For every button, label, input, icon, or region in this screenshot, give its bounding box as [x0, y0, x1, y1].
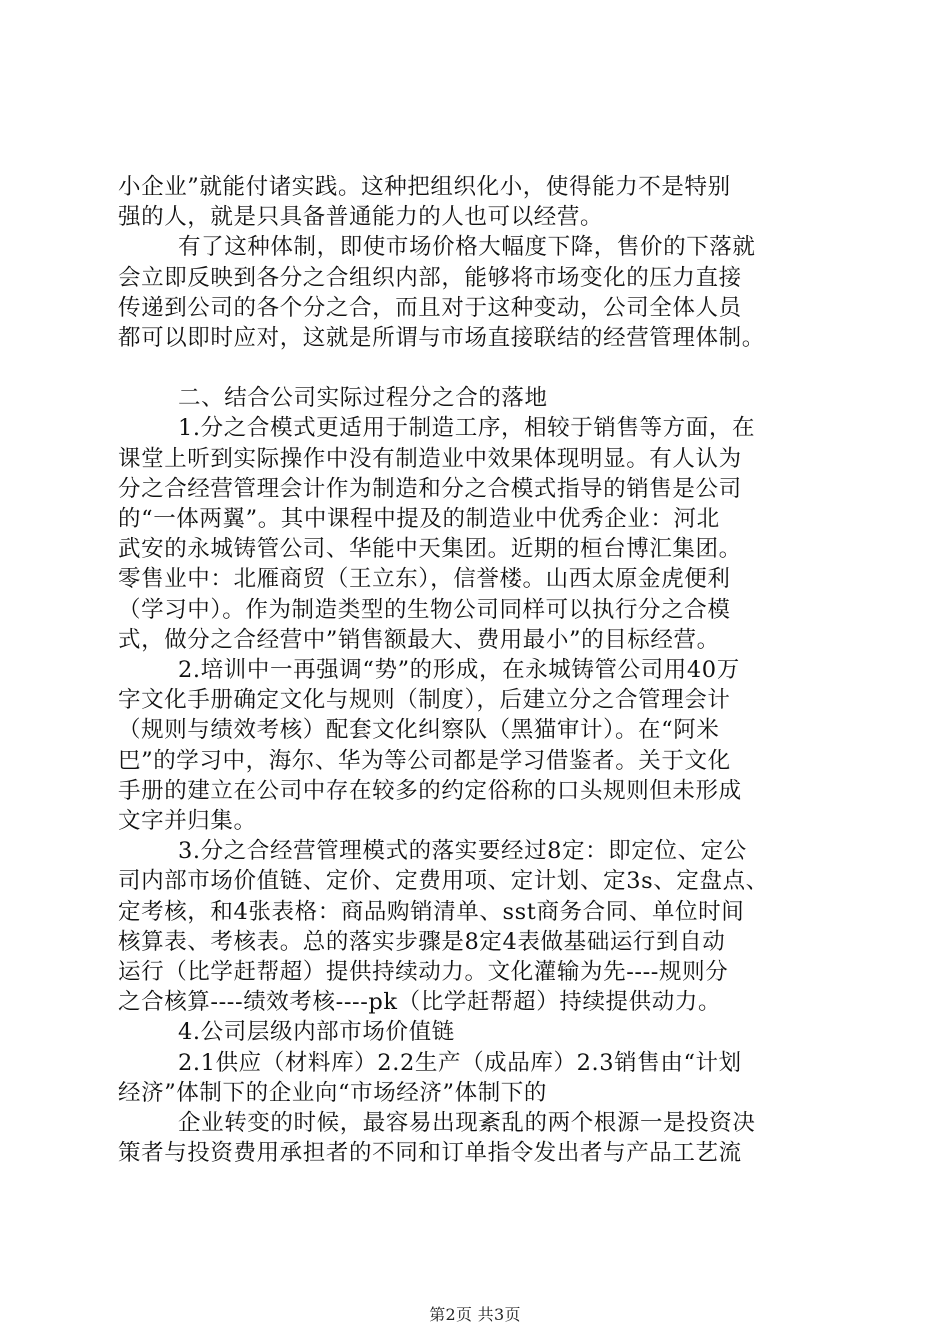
text-line: 运行（比学赶帮超）提供持续动力。文化灌输为先----规则分 — [118, 959, 729, 986]
text-line: 企业转变的时候，最容易出现紊乱的两个根源一是投资决 — [178, 1110, 756, 1137]
text-line: 都可以即时应对，这就是所谓与市场直接联结的经营管理体制。 — [118, 325, 765, 352]
text-line: 式，做分之合经营中”销售额最大、费用最小”的目标经营。 — [118, 626, 720, 653]
text-line: 4.公司层级内部市场价值链 — [178, 1019, 455, 1046]
text-line: 手册的建立在公司中存在较多的约定俗称的口头规则但未形成 — [118, 777, 742, 804]
text-line: 文字并归集。 — [118, 808, 257, 835]
text-line: 2.1供应（材料库）2.2生产（成品库）2.3销售由“计划 — [178, 1049, 742, 1076]
text-line: 定考核，和4张表格：商品购销清单、sst商务合同、单位时间 — [118, 898, 745, 925]
text-line: 3.分之合经营管理模式的落实要经过8定：即定位、定公 — [178, 838, 747, 865]
text-line: 的“一体两翼”。其中课程中提及的制造业中优秀企业：河北 — [118, 506, 720, 533]
text-line: 分之合经营管理会计作为制造和分之合模式指导的销售是公司 — [118, 475, 742, 502]
text-line: 字文化手册确定文化与规则（制度），后建立分之合管理会计 — [118, 687, 731, 714]
text-line: 司内部市场价值链、定价、定费用项、定计划、定3s、定盘点、 — [118, 868, 769, 895]
text-line: 小企业”就能付诸实践。这种把组织化小，使得能力不是特别 — [118, 174, 731, 200]
text-line: 有了这种体制，即使市场价格大幅度下降，售价的下落就 — [178, 234, 756, 261]
paragraph-gap — [118, 353, 848, 383]
text-line: （学习中）。作为制造类型的生物公司同样可以执行分之合模 — [118, 596, 731, 623]
text-line: 策者与投资费用承担者的不同和订单指令发出者与产品工艺流 — [118, 1140, 742, 1167]
text-line: 之合核算----绩效考核----pk（比学赶帮超）持续提供动力。 — [118, 989, 722, 1016]
document-body — [118, 172, 848, 1169]
document-text-block — [118, 172, 848, 1169]
text-line: 传递到公司的各个分之合，而且对于这种变动，公司全体人员 — [118, 294, 742, 321]
page-footer: 第2页 共3页 — [429, 1305, 521, 1324]
text-line: 2.培训中一再强调“势”的形成，在永城铸管公司用40万 — [178, 657, 740, 684]
text-line: 强的人，就是只具备普通能力的人也可以经营。 — [118, 204, 604, 231]
text-line: （规则与绩效考核）配套文化纠察队（黑猫审计）。在“阿米 — [118, 717, 720, 744]
text-line: 会立即反映到各分之合组织内部，能够将市场变化的压力直接 — [118, 264, 742, 291]
text-line: 经济”体制下的企业向“市场经济”体制下的 — [118, 1079, 548, 1106]
text-line: 巴”的学习中，海尔、华为等公司都是学习借鉴者。关于文化 — [118, 747, 731, 774]
text-line: 零售业中：北雁商贸（王立东），信誉楼。山西太原金虎便利 — [118, 566, 731, 593]
text-line: 1.分之合模式更适用于制造工序，相较于销售等方面，在 — [178, 415, 756, 442]
text-line: 二、结合公司实际过程分之合的落地 — [178, 385, 548, 412]
text-line: 核算表、考核表。总的落实步骤是8定4表做基础运行到自动 — [118, 928, 726, 955]
text-line: 武安的永城铸管公司、华能中天集团。近期的桓台博汇集团。 — [118, 536, 742, 563]
text-line: 课堂上听到实际操作中没有制造业中效果体现明显。有人认为 — [118, 445, 742, 472]
